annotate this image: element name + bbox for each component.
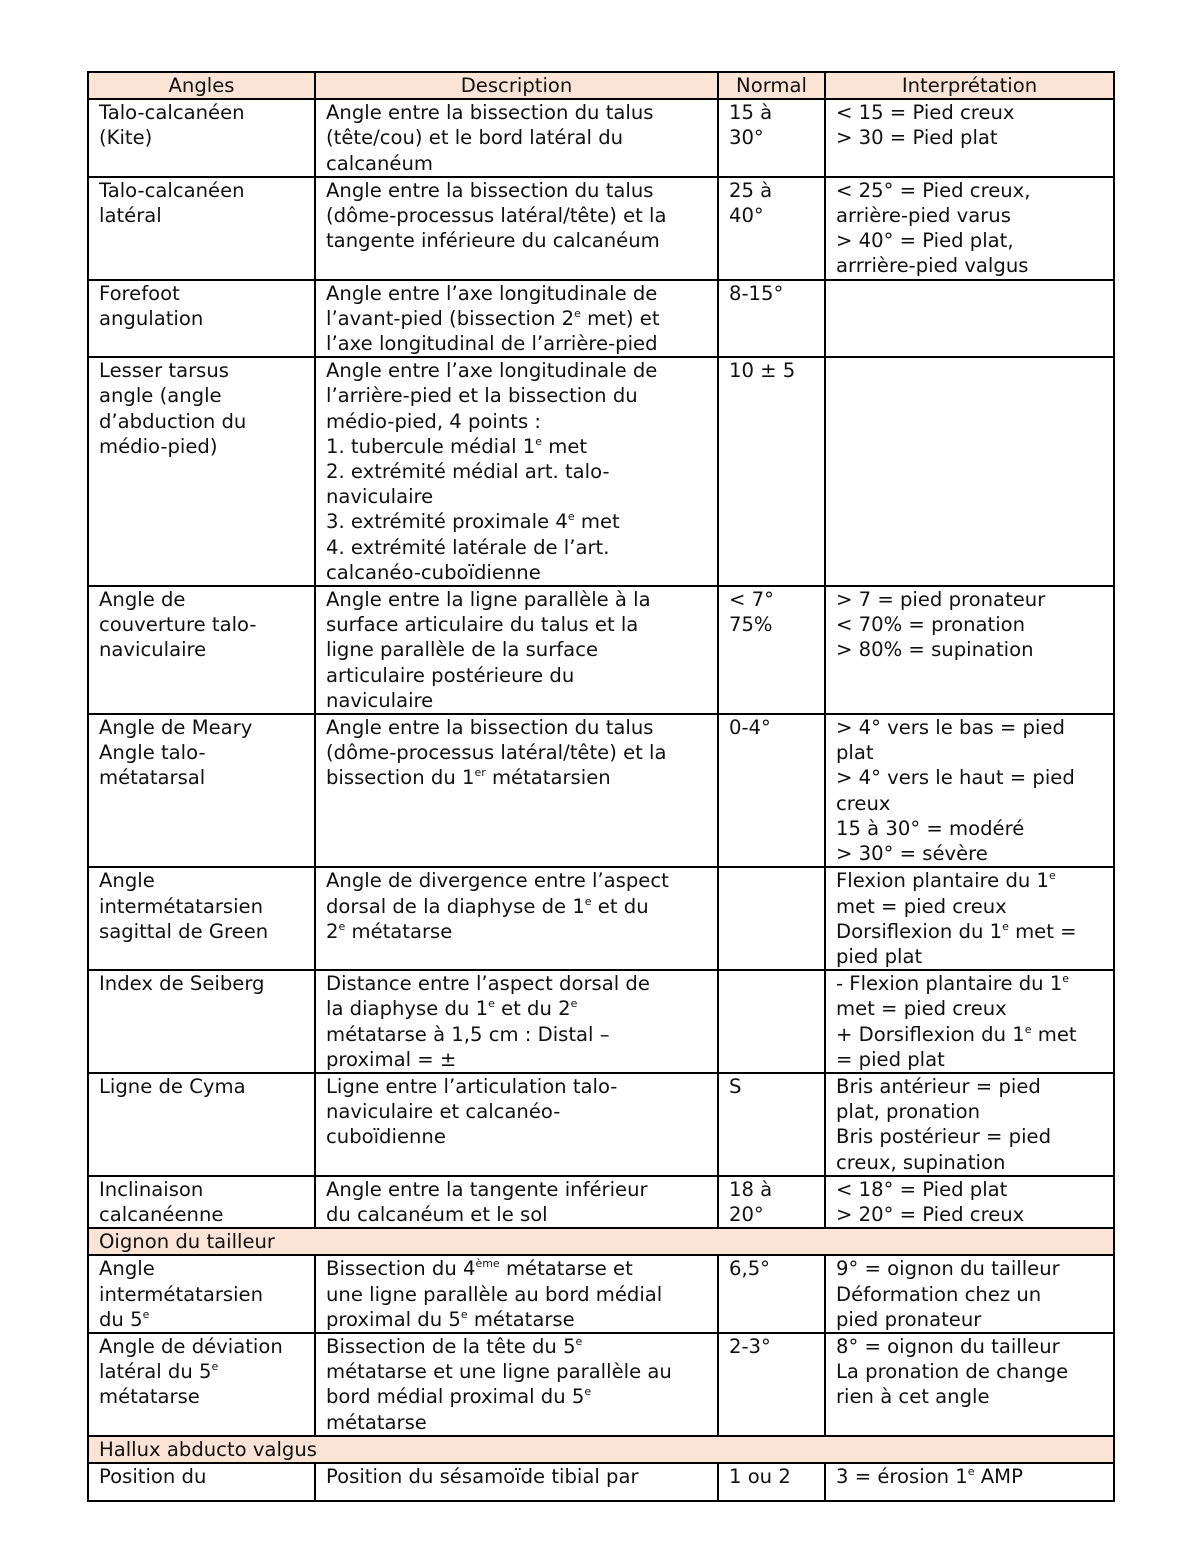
superscript: e bbox=[1024, 1022, 1032, 1036]
cell-line: latéral du 5e bbox=[99, 1360, 219, 1384]
cell-line: proximal du 5e métatarse bbox=[326, 1307, 575, 1331]
cell-angle bbox=[88, 714, 315, 867]
cell-line: Index de Seiberg bbox=[99, 972, 265, 996]
cell-line: dorsal de la diaphyse de 1e et du bbox=[326, 894, 649, 918]
cell-line: médio-pied) bbox=[99, 434, 218, 458]
cell-line: Angle entre la bissection du talus bbox=[326, 716, 654, 740]
cell-interpretation bbox=[825, 867, 1114, 970]
cell-line: médio-pied, 4 points : bbox=[326, 409, 541, 433]
cell-normal bbox=[718, 714, 825, 867]
table-row bbox=[88, 970, 1114, 1073]
superscript: e bbox=[488, 997, 495, 1011]
cell-line: > 4° vers le bas = pied bbox=[836, 716, 1065, 740]
superscript: e bbox=[460, 1307, 468, 1321]
cell-line: intermétatarsien bbox=[99, 894, 264, 918]
cell-angle bbox=[88, 1255, 315, 1333]
cell-line: > 30 = Pied plat bbox=[836, 126, 998, 150]
superscript: e bbox=[574, 306, 581, 320]
cell-interpretation bbox=[825, 1176, 1114, 1228]
cell-line: 30° bbox=[729, 126, 764, 150]
cell-angle bbox=[88, 280, 315, 358]
cell-line: 1 ou 2 bbox=[729, 1464, 791, 1488]
cell-line: 25 à bbox=[729, 178, 773, 202]
superscript: e bbox=[535, 434, 543, 448]
cell-angle bbox=[88, 1073, 315, 1176]
cell-line: angulation bbox=[99, 306, 204, 330]
superscript: e bbox=[575, 1334, 583, 1348]
cell-line: + Dorsiflexion du 1e met bbox=[836, 1022, 1077, 1046]
cell-line: métatarse bbox=[99, 1385, 200, 1409]
table-row bbox=[88, 280, 1114, 358]
cell-line: Angle bbox=[99, 869, 155, 893]
cell-line: Bissection de la tête du 5e bbox=[326, 1334, 583, 1358]
cell-line: La pronation de change bbox=[836, 1360, 1069, 1384]
cell-description bbox=[315, 1176, 718, 1228]
cell-line: la diaphyse du 1e et du 2e bbox=[326, 997, 578, 1021]
cell-interpretation bbox=[825, 177, 1114, 280]
superscript: ème bbox=[475, 1257, 500, 1271]
cell-line: Forefoot bbox=[99, 281, 180, 305]
cell-line: plat, pronation bbox=[836, 1100, 981, 1124]
cell-normal bbox=[718, 867, 825, 970]
table-row bbox=[88, 357, 1114, 586]
cell-line: 0-4° bbox=[729, 716, 771, 740]
section-row bbox=[88, 1228, 1114, 1255]
cell-normal bbox=[718, 1073, 825, 1176]
cell-interpretation bbox=[825, 99, 1114, 177]
cell-line: met = pied creux bbox=[836, 894, 1007, 918]
cell-line: naviculaire bbox=[326, 688, 434, 712]
header-description: Description bbox=[315, 72, 718, 99]
cell-line: 2e métatarse bbox=[326, 919, 453, 943]
cell-line: 8° = oignon du tailleur bbox=[836, 1334, 1060, 1358]
superscript: e bbox=[584, 1385, 592, 1399]
superscript: e bbox=[967, 1464, 975, 1478]
cell-normal bbox=[718, 99, 825, 177]
cell-line: bord médial proximal du 5e bbox=[326, 1385, 592, 1409]
cell-line: Talo-calcanéen bbox=[99, 101, 245, 125]
cell-line: Talo-calcanéen bbox=[99, 178, 245, 202]
cell-line: Angle entre la bissection du talus bbox=[326, 178, 654, 202]
cell-line: Bris antérieur = pied bbox=[836, 1074, 1041, 1098]
cell-line: 40° bbox=[729, 204, 764, 228]
cell-line: sagittal de Green bbox=[99, 919, 269, 943]
cell-line: 2. extrémité médial art. talo- bbox=[326, 460, 610, 484]
cell-interpretation bbox=[825, 1333, 1114, 1436]
cell-line: 1. tubercule médial 1e met bbox=[326, 434, 588, 458]
superscript: e bbox=[338, 919, 346, 933]
cell-line: Angle entre la ligne parallèle à la bbox=[326, 588, 651, 612]
table-row bbox=[88, 586, 1114, 714]
cell-normal bbox=[718, 177, 825, 280]
cell-line: (tête/cou) et le bord latéral du bbox=[326, 126, 624, 150]
table-header-row bbox=[88, 72, 1114, 99]
cell-line: Position du sésamoïde tibial par bbox=[326, 1464, 639, 1488]
cell-line: Ligne de Cyma bbox=[99, 1074, 246, 1098]
cell-line: 3. extrémité proximale 4e met bbox=[326, 510, 620, 534]
cell-line: cuboïdienne bbox=[326, 1125, 446, 1149]
superscript: er bbox=[474, 766, 486, 780]
table-row bbox=[88, 1073, 1114, 1176]
table-row bbox=[88, 177, 1114, 280]
cell-angle bbox=[88, 970, 315, 1073]
cell-line: pied plat bbox=[836, 944, 923, 968]
cell-line: métatarse et une ligne parallèle au bbox=[326, 1360, 672, 1384]
cell-description bbox=[315, 280, 718, 358]
cell-line: 9° = oignon du tailleur bbox=[836, 1257, 1060, 1281]
cell-interpretation bbox=[825, 1255, 1114, 1333]
foot-angles-table bbox=[87, 71, 1115, 1502]
table-body bbox=[88, 99, 1114, 1501]
superscript: e bbox=[567, 510, 575, 524]
cell-description bbox=[315, 1073, 718, 1176]
cell-line: Angle entre la tangente inférieur bbox=[326, 1177, 648, 1201]
cell-line: Lesser tarsus bbox=[99, 359, 229, 383]
cell-line: Angle talo- bbox=[99, 741, 206, 765]
cell-line: < 25° = Pied creux, bbox=[836, 178, 1031, 202]
cell-line: < 7° bbox=[729, 588, 774, 612]
cell-interpretation bbox=[825, 1463, 1114, 1501]
cell-line: 10 ± 5 bbox=[729, 359, 796, 383]
cell-line: plat bbox=[836, 741, 874, 765]
cell-line: met = pied creux bbox=[836, 997, 1007, 1021]
cell-line: angle (angle bbox=[99, 384, 222, 408]
cell-line: du calcanéum et le sol bbox=[326, 1202, 548, 1226]
cell-line: 18 à bbox=[729, 1177, 773, 1201]
cell-interpretation bbox=[825, 586, 1114, 714]
cell-normal bbox=[718, 1255, 825, 1333]
cell-line: couverture talo- bbox=[99, 613, 257, 637]
cell-angle bbox=[88, 867, 315, 970]
table-row bbox=[88, 1255, 1114, 1333]
cell-interpretation bbox=[825, 970, 1114, 1073]
cell-description bbox=[315, 99, 718, 177]
table-row bbox=[88, 867, 1114, 970]
section-row bbox=[88, 1436, 1114, 1463]
cell-angle bbox=[88, 1176, 315, 1228]
cell-angle bbox=[88, 177, 315, 280]
cell-line: Angle de divergence entre l’aspect bbox=[326, 869, 669, 893]
cell-line: 8-15° bbox=[729, 281, 784, 305]
table-row bbox=[88, 1176, 1114, 1228]
cell-line: naviculaire et calcanéo- bbox=[326, 1100, 561, 1124]
cell-line: arrière-pied varus bbox=[836, 204, 1011, 228]
section-title: Hallux abducto valgus bbox=[88, 1436, 1114, 1463]
table-row bbox=[88, 1333, 1114, 1436]
cell-line: Dorsiflexion du 1e met = bbox=[836, 919, 1077, 943]
cell-line: 20° bbox=[729, 1202, 764, 1226]
cell-normal bbox=[718, 280, 825, 358]
cell-angle bbox=[88, 1463, 315, 1501]
superscript: e bbox=[1062, 972, 1070, 986]
cell-line: - Flexion plantaire du 1e bbox=[836, 972, 1070, 996]
cell-normal bbox=[718, 1176, 825, 1228]
cell-line: > 40° = Pied plat, bbox=[836, 229, 1014, 253]
cell-line: rien à cet angle bbox=[836, 1385, 990, 1409]
cell-line: l’arrière-pied et la bissection du bbox=[326, 384, 638, 408]
cell-line: une ligne parallèle au bord médial bbox=[326, 1282, 663, 1306]
cell-line: Angle entre l’axe longitudinale de bbox=[326, 281, 658, 305]
cell-normal bbox=[718, 586, 825, 714]
cell-line: (Kite) bbox=[99, 126, 153, 150]
cell-line: métatarse à 1,5 cm : Distal – bbox=[326, 1022, 610, 1046]
cell-interpretation bbox=[825, 280, 1114, 358]
cell-line: Ligne entre l’articulation talo- bbox=[326, 1074, 618, 1098]
cell-normal bbox=[718, 357, 825, 586]
cell-line: 3 = érosion 1e AMP bbox=[836, 1464, 1023, 1488]
cell-description bbox=[315, 867, 718, 970]
cell-angle bbox=[88, 1333, 315, 1436]
cell-line: articulaire postérieure du bbox=[326, 663, 575, 687]
cell-line: naviculaire bbox=[326, 485, 434, 509]
cell-line: < 70% = pronation bbox=[836, 613, 1026, 637]
cell-line: naviculaire bbox=[99, 638, 207, 662]
cell-line: 6,5° bbox=[729, 1257, 770, 1281]
cell-line: > 30° = sévère bbox=[836, 842, 988, 866]
cell-description bbox=[315, 586, 718, 714]
cell-interpretation bbox=[825, 1073, 1114, 1176]
cell-line: latéral bbox=[99, 204, 162, 228]
cell-line: d’abduction du bbox=[99, 409, 247, 433]
cell-line: Bissection du 4ème métatarse et bbox=[326, 1257, 633, 1281]
cell-normal bbox=[718, 970, 825, 1073]
cell-description bbox=[315, 1463, 718, 1501]
cell-description bbox=[315, 1255, 718, 1333]
cell-description bbox=[315, 970, 718, 1073]
header-interpretation: Interprétation bbox=[825, 72, 1114, 99]
cell-line: > 80% = supination bbox=[836, 638, 1034, 662]
cell-description bbox=[315, 1333, 718, 1436]
cell-line: S bbox=[729, 1074, 742, 1098]
cell-interpretation bbox=[825, 357, 1114, 586]
cell-line: creux, supination bbox=[836, 1150, 1006, 1174]
cell-line: (dôme-processus latéral/tête) et la bbox=[326, 741, 667, 765]
cell-line: 2-3° bbox=[729, 1334, 771, 1358]
cell-line: > 20° = Pied creux bbox=[836, 1202, 1025, 1226]
cell-angle bbox=[88, 99, 315, 177]
cell-line: Bris postérieur = pied bbox=[836, 1125, 1052, 1149]
cell-line: surface articulaire du talus et la bbox=[326, 613, 639, 637]
cell-line: Position du bbox=[99, 1464, 207, 1488]
cell-description bbox=[315, 177, 718, 280]
cell-line: 75% bbox=[729, 613, 773, 637]
cell-line: Flexion plantaire du 1e bbox=[836, 869, 1056, 893]
cell-line: tangente inférieure du calcanéum bbox=[326, 229, 660, 253]
cell-line: Inclinaison bbox=[99, 1177, 204, 1201]
cell-interpretation bbox=[825, 714, 1114, 867]
header-angles: Angles bbox=[88, 72, 315, 99]
cell-line: 4. extrémité latérale de l’art. bbox=[326, 535, 610, 559]
superscript: e bbox=[142, 1307, 150, 1321]
cell-normal bbox=[718, 1333, 825, 1436]
cell-line: Angle de bbox=[99, 588, 186, 612]
cell-line: métatarsal bbox=[99, 766, 206, 790]
cell-line: < 15 = Pied creux bbox=[836, 101, 1015, 125]
document-page bbox=[87, 71, 1115, 1502]
header-normal: Normal bbox=[718, 72, 825, 99]
cell-line: calcanéum bbox=[326, 151, 433, 175]
cell-line: 15 à bbox=[729, 101, 773, 125]
section-title: Oignon du tailleur bbox=[88, 1228, 1114, 1255]
cell-line: ligne parallèle de la surface bbox=[326, 638, 599, 662]
cell-line: Déformation chez un bbox=[836, 1282, 1042, 1306]
superscript: e bbox=[211, 1360, 219, 1374]
cell-line: 15 à 30° = modéré bbox=[836, 816, 1025, 840]
superscript: e bbox=[1002, 919, 1009, 933]
superscript: e bbox=[570, 997, 578, 1011]
cell-normal bbox=[718, 1463, 825, 1501]
cell-line: Angle de déviation bbox=[99, 1334, 283, 1358]
table-row bbox=[88, 1463, 1114, 1501]
cell-line: intermétatarsien bbox=[99, 1282, 264, 1306]
cell-line: > 7 = pied pronateur bbox=[836, 588, 1046, 612]
cell-angle bbox=[88, 357, 315, 586]
table-row bbox=[88, 99, 1114, 177]
superscript: e bbox=[584, 894, 592, 908]
cell-description bbox=[315, 714, 718, 867]
cell-line: = pied plat bbox=[836, 1047, 945, 1071]
cell-line: Angle bbox=[99, 1257, 155, 1281]
cell-angle bbox=[88, 586, 315, 714]
cell-line: métatarse bbox=[326, 1410, 427, 1434]
table-row bbox=[88, 714, 1114, 867]
cell-description bbox=[315, 357, 718, 586]
cell-line: Angle entre l’axe longitudinale de bbox=[326, 359, 658, 383]
cell-line: (dôme-processus latéral/tête) et la bbox=[326, 204, 667, 228]
cell-line: calcanéenne bbox=[99, 1202, 224, 1226]
cell-line: arrrière-pied valgus bbox=[836, 254, 1029, 278]
cell-line: Angle entre la bissection du talus bbox=[326, 101, 654, 125]
cell-line: pied pronateur bbox=[836, 1307, 982, 1331]
cell-line: l’axe longitudinal de l’arrière-pied bbox=[326, 332, 658, 356]
cell-line: proximal = ± bbox=[326, 1047, 457, 1071]
cell-line: < 18° = Pied plat bbox=[836, 1177, 1008, 1201]
cell-line: Angle de Meary bbox=[99, 716, 253, 740]
cell-line: bissection du 1er métatarsien bbox=[326, 766, 611, 790]
cell-line: creux bbox=[836, 791, 891, 815]
superscript: e bbox=[1049, 869, 1056, 883]
cell-line: calcanéo-cuboïdienne bbox=[326, 560, 541, 584]
cell-line: l’avant-pied (bissection 2e met) et bbox=[326, 306, 660, 330]
cell-line: Distance entre l’aspect dorsal de bbox=[326, 972, 650, 996]
cell-line: > 4° vers le haut = pied bbox=[836, 766, 1075, 790]
cell-line: du 5e bbox=[99, 1307, 150, 1331]
